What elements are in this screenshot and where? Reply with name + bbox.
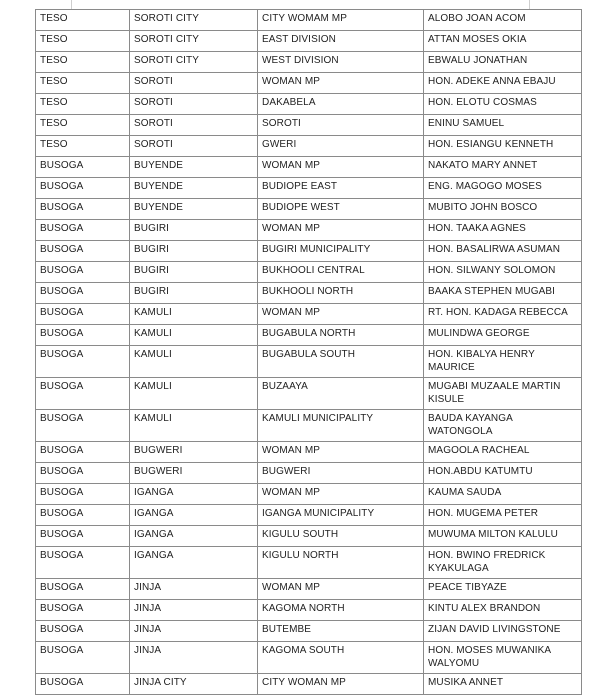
district-cell: JINJA CITY bbox=[130, 674, 258, 695]
table-row bbox=[36, 526, 582, 547]
member-name-cell: RT. HON. KADAGA REBECCA bbox=[424, 304, 582, 325]
member-name-cell: BAAKA STEPHEN MUGABI bbox=[424, 283, 582, 304]
district-cell: BUYENDE bbox=[130, 199, 258, 220]
member-name-cell: HON. BWINO FREDRICK KYAKULAGA bbox=[424, 547, 582, 579]
table-row bbox=[36, 642, 582, 674]
member-name-cell: HON. KIBALYA HENRY MAURICE bbox=[424, 346, 582, 378]
district-cell: SOROTI bbox=[130, 115, 258, 136]
constituency-cell: IGANGA MUNICIPALITY bbox=[258, 505, 424, 526]
region-cell: TESO bbox=[36, 73, 130, 94]
constituency-cell: KIGULU SOUTH bbox=[258, 526, 424, 547]
region-cell: BUSOGA bbox=[36, 547, 130, 579]
district-cell: BUGWERI bbox=[130, 463, 258, 484]
member-name-cell: ENG. MAGOGO MOSES bbox=[424, 178, 582, 199]
district-cell: BUGIRI bbox=[130, 262, 258, 283]
member-name-cell: KINTU ALEX BRANDON bbox=[424, 600, 582, 621]
district-cell: BUGWERI bbox=[130, 442, 258, 463]
table-row bbox=[36, 505, 582, 526]
constituency-cell: BUDIOPE WEST bbox=[258, 199, 424, 220]
constituency-cell: WOMAN MP bbox=[258, 73, 424, 94]
member-name-cell: HON. ELOTU COSMAS bbox=[424, 94, 582, 115]
member-name-cell: HON. MOSES MUWANIKA WALYOMU bbox=[424, 642, 582, 674]
member-name-cell: MAGOOLA RACHEAL bbox=[424, 442, 582, 463]
region-cell: BUSOGA bbox=[36, 325, 130, 346]
region-cell: BUSOGA bbox=[36, 484, 130, 505]
region-cell: BUSOGA bbox=[36, 241, 130, 262]
region-cell: TESO bbox=[36, 115, 130, 136]
member-name-cell: ATTAN MOSES OKIA bbox=[424, 31, 582, 52]
table-row bbox=[36, 410, 582, 442]
member-name-cell: KAUMA SAUDA bbox=[424, 484, 582, 505]
constituency-cell: CITY WOMAM MP bbox=[258, 10, 424, 31]
district-cell: BUYENDE bbox=[130, 178, 258, 199]
table-row bbox=[36, 579, 582, 600]
table-row bbox=[36, 304, 582, 325]
constituency-cell: WOMAN MP bbox=[258, 442, 424, 463]
region-cell: BUSOGA bbox=[36, 283, 130, 304]
constituency-cell: WOMAN MP bbox=[258, 157, 424, 178]
region-cell: TESO bbox=[36, 31, 130, 52]
district-cell: SOROTI bbox=[130, 73, 258, 94]
region-cell: BUSOGA bbox=[36, 526, 130, 547]
district-cell: SOROTI CITY bbox=[130, 52, 258, 73]
member-name-cell: NAKATO MARY ANNET bbox=[424, 157, 582, 178]
district-cell: SOROTI CITY bbox=[130, 31, 258, 52]
district-cell: SOROTI bbox=[130, 94, 258, 115]
table-row bbox=[36, 442, 582, 463]
table-row bbox=[36, 378, 582, 410]
members-table bbox=[35, 9, 582, 695]
district-cell: BUYENDE bbox=[130, 157, 258, 178]
region-cell: TESO bbox=[36, 94, 130, 115]
table-row bbox=[36, 484, 582, 505]
district-cell: SOROTI bbox=[130, 136, 258, 157]
region-cell: BUSOGA bbox=[36, 600, 130, 621]
table-row bbox=[36, 10, 582, 31]
table-row bbox=[36, 199, 582, 220]
constituency-cell: KAMULI MUNICIPALITY bbox=[258, 410, 424, 442]
table-row bbox=[36, 115, 582, 136]
constituency-cell: KAGOMA NORTH bbox=[258, 600, 424, 621]
district-cell: IGANGA bbox=[130, 505, 258, 526]
member-name-cell: ZIJAN DAVID LIVINGSTONE bbox=[424, 621, 582, 642]
member-name-cell: HON.ABDU KATUMTU bbox=[424, 463, 582, 484]
table-row bbox=[36, 94, 582, 115]
table-row bbox=[36, 346, 582, 378]
table-row bbox=[36, 73, 582, 94]
table-row bbox=[36, 674, 582, 695]
district-cell: KAMULI bbox=[130, 325, 258, 346]
table-row bbox=[36, 262, 582, 283]
region-cell: BUSOGA bbox=[36, 642, 130, 674]
region-cell: TESO bbox=[36, 136, 130, 157]
region-cell: BUSOGA bbox=[36, 378, 130, 410]
region-cell: BUSOGA bbox=[36, 579, 130, 600]
constituency-cell: BUKHOOLI NORTH bbox=[258, 283, 424, 304]
district-cell: KAMULI bbox=[130, 346, 258, 378]
constituency-cell: SOROTI bbox=[258, 115, 424, 136]
constituency-cell: DAKABELA bbox=[258, 94, 424, 115]
constituency-cell: KIGULU NORTH bbox=[258, 547, 424, 579]
member-name-cell: MUBITO JOHN BOSCO bbox=[424, 199, 582, 220]
constituency-cell: WOMAN MP bbox=[258, 304, 424, 325]
region-cell: BUSOGA bbox=[36, 262, 130, 283]
member-name-cell: ENINU SAMUEL bbox=[424, 115, 582, 136]
district-cell: SOROTI CITY bbox=[130, 10, 258, 31]
constituency-cell: BUGABULA NORTH bbox=[258, 325, 424, 346]
member-name-cell: PEACE TIBYAZE bbox=[424, 579, 582, 600]
member-name-cell: EBWALU JONATHAN bbox=[424, 52, 582, 73]
constituency-cell: EAST DIVISION bbox=[258, 31, 424, 52]
region-cell: BUSOGA bbox=[36, 621, 130, 642]
region-cell: BUSOGA bbox=[36, 410, 130, 442]
member-name-cell: MUWUMA MILTON KALULU bbox=[424, 526, 582, 547]
table-row bbox=[36, 547, 582, 579]
region-cell: BUSOGA bbox=[36, 157, 130, 178]
table-row bbox=[36, 325, 582, 346]
member-name-cell: HON. ADEKE ANNA EBAJU bbox=[424, 73, 582, 94]
region-cell: BUSOGA bbox=[36, 304, 130, 325]
table-row bbox=[36, 31, 582, 52]
member-name-cell: HON. BASALIRWA ASUMAN bbox=[424, 241, 582, 262]
constituency-cell: BUZAAYA bbox=[258, 378, 424, 410]
district-cell: IGANGA bbox=[130, 484, 258, 505]
region-cell: BUSOGA bbox=[36, 674, 130, 695]
district-cell: KAMULI bbox=[130, 378, 258, 410]
member-name-cell: MUSIKA ANNET bbox=[424, 674, 582, 695]
district-cell: IGANGA bbox=[130, 547, 258, 579]
region-cell: BUSOGA bbox=[36, 505, 130, 526]
table-row bbox=[36, 241, 582, 262]
constituency-cell: GWERI bbox=[258, 136, 424, 157]
constituency-cell: BUGABULA SOUTH bbox=[258, 346, 424, 378]
constituency-cell: CITY WOMAN MP bbox=[258, 674, 424, 695]
region-cell: TESO bbox=[36, 52, 130, 73]
district-cell: JINJA bbox=[130, 579, 258, 600]
members-table-body bbox=[36, 10, 582, 695]
member-name-cell: BAUDA KAYANGA WATONGOLA bbox=[424, 410, 582, 442]
constituency-cell: KAGOMA SOUTH bbox=[258, 642, 424, 674]
region-cell: BUSOGA bbox=[36, 178, 130, 199]
constituency-cell: BUGWERI bbox=[258, 463, 424, 484]
constituency-cell: WEST DIVISION bbox=[258, 52, 424, 73]
district-cell: BUGIRI bbox=[130, 220, 258, 241]
region-cell: BUSOGA bbox=[36, 442, 130, 463]
constituency-cell: WOMAN MP bbox=[258, 220, 424, 241]
region-cell: BUSOGA bbox=[36, 463, 130, 484]
member-name-cell: HON. SILWANY SOLOMON bbox=[424, 262, 582, 283]
table-row bbox=[36, 621, 582, 642]
constituency-cell: BUGIRI MUNICIPALITY bbox=[258, 241, 424, 262]
region-cell: BUSOGA bbox=[36, 220, 130, 241]
district-cell: JINJA bbox=[130, 642, 258, 674]
constituency-cell: BUKHOOLI CENTRAL bbox=[258, 262, 424, 283]
district-cell: BUGIRI bbox=[130, 283, 258, 304]
constituency-cell: WOMAN MP bbox=[258, 484, 424, 505]
table-row bbox=[36, 220, 582, 241]
member-name-cell: HON. TAAKA AGNES bbox=[424, 220, 582, 241]
region-cell: BUSOGA bbox=[36, 346, 130, 378]
district-cell: JINJA bbox=[130, 621, 258, 642]
table-row bbox=[36, 52, 582, 73]
member-name-cell: MUGABI MUZAALE MARTIN KISULE bbox=[424, 378, 582, 410]
district-cell: KAMULI bbox=[130, 410, 258, 442]
region-cell: TESO bbox=[36, 10, 130, 31]
table-row bbox=[36, 157, 582, 178]
constituency-cell: BUDIOPE EAST bbox=[258, 178, 424, 199]
table-row bbox=[36, 178, 582, 199]
table-row bbox=[36, 463, 582, 484]
table-row bbox=[36, 600, 582, 621]
district-cell: JINJA bbox=[130, 600, 258, 621]
district-cell: BUGIRI bbox=[130, 241, 258, 262]
member-name-cell: MULINDWA GEORGE bbox=[424, 325, 582, 346]
district-cell: KAMULI bbox=[130, 304, 258, 325]
region-cell: BUSOGA bbox=[36, 199, 130, 220]
member-name-cell: ALOBO JOAN ACOM bbox=[424, 10, 582, 31]
constituency-cell: WOMAN MP bbox=[258, 579, 424, 600]
table-row bbox=[36, 136, 582, 157]
member-name-cell: HON. MUGEMA PETER bbox=[424, 505, 582, 526]
district-cell: IGANGA bbox=[130, 526, 258, 547]
constituency-cell: BUTEMBE bbox=[258, 621, 424, 642]
table-row bbox=[36, 283, 582, 304]
member-name-cell: HON. ESIANGU KENNETH bbox=[424, 136, 582, 157]
